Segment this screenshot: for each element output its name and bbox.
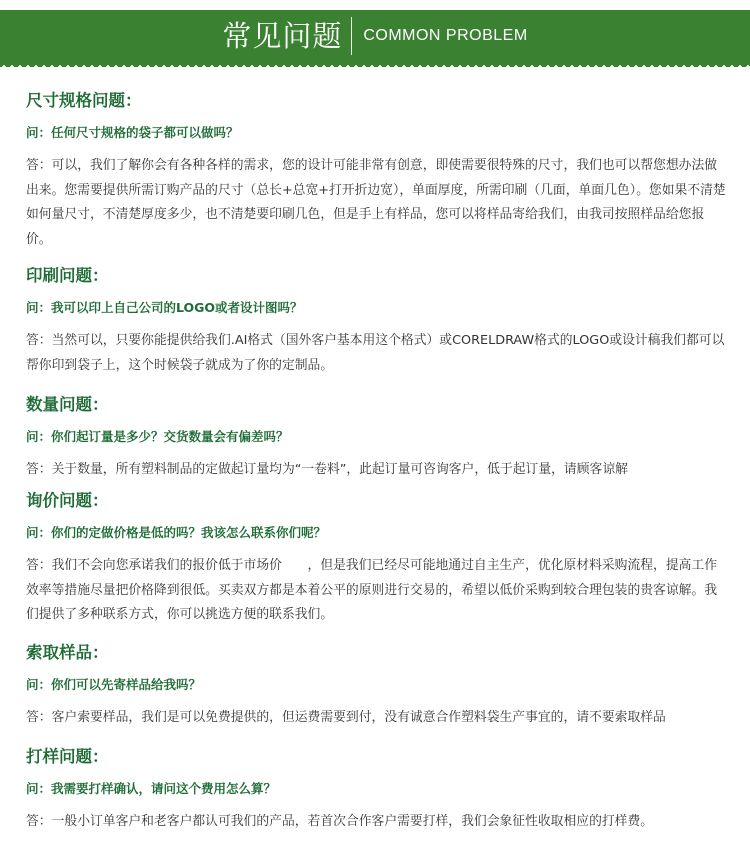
question-text: 问：我需要打样确认，请问这个费用怎么算？ [26,781,277,796]
answer-text: 答：关于数量，所有塑料制品的定做起订量均为“一卷料”，此起订量可咨询客户，低于起订量，请顾客谅解 [26,462,628,477]
banner-title-group [0,10,750,62]
banner-divider [351,17,352,55]
answer-text: 答：一般小订单客户和老客户都认可我们的产品，若首次合作客户需要打样，我们会象征性收取相应的打样费。 [26,814,654,829]
faq-section-samples [26,642,726,731]
section-title: 打样问题： [26,747,109,766]
section-title: 尺寸规格问题： [26,91,142,110]
faq-section-quantity [26,394,726,483]
section-title: 数量问题： [26,395,109,414]
answer-text: 答：客户索要样品，我们是可以免费提供的，但运费需要到付，没有诚意合作塑料袋生产事宜的，请不要索取样品 [26,710,666,725]
question-text: 问：我可以印上自己公司的LOGO或者设计图吗？ [26,300,303,315]
banner-title-en: COMMON PROBLEM [363,27,528,44]
question-text: 问：你们可以先寄样品给我吗？ [26,677,202,692]
banner-title-cn: 常见问题 [222,18,343,53]
header-banner [0,10,750,62]
answer-text: 答：可以，我们了解你会有各种各样的需求，您的设计可能非常有创意，即使需要很特殊的尺寸，我们也可以帮您想办法做出来。您需要提供所需订购产品的尺寸（总长+总宽+打开折边宽），单面厚度，所需印刷（几面，单面几色）。您如果不清楚如何量尺寸，不清楚厚度多少，也不清楚要印刷几色，但是手上有样品，您可以将样品寄给我们，由我司按照样品给您报价。 [26,158,726,247]
section-title: 索取样品： [26,643,109,662]
section-title: 印刷问题： [26,266,109,285]
question-text: 问：你们的定做价格是低的吗？我该怎么联系你们呢？ [26,525,327,540]
faq-section-printing [26,265,726,378]
faq-section-size [26,90,726,252]
answer-text: 答：我们不会向您承诺我们的报价低于市场价 ，但是我们已经尽可能地通过自主生产，优化原材料采购流程，提高工作效率等措施尽量把价格降到很低。买卖双方都是本着公平的原则进行交易的，希望以低价采购到较合理包装的贵客谅解。我们提供了多种联系方式，你可以挑选方便的联系我们。 [26,558,718,622]
banner-zigzag-edge [0,62,750,67]
question-text: 问：任何尺寸规格的袋子都可以做吗？ [26,125,239,140]
faq-section-pricing [26,490,726,628]
faq-section-proofing [26,746,726,835]
section-title: 询价问题： [26,491,109,510]
answer-text: 答：当然可以，只要你能提供给我们.AI格式（国外客户基本用这个格式）或CORELDRAW格式的LOGO或设计稿我们都可以帮你印到袋子上，这个时候袋子就成为了你的定制品。 [26,333,725,373]
question-text: 问：你们起订量是多少？交货数量会有偏差吗？ [26,429,289,444]
